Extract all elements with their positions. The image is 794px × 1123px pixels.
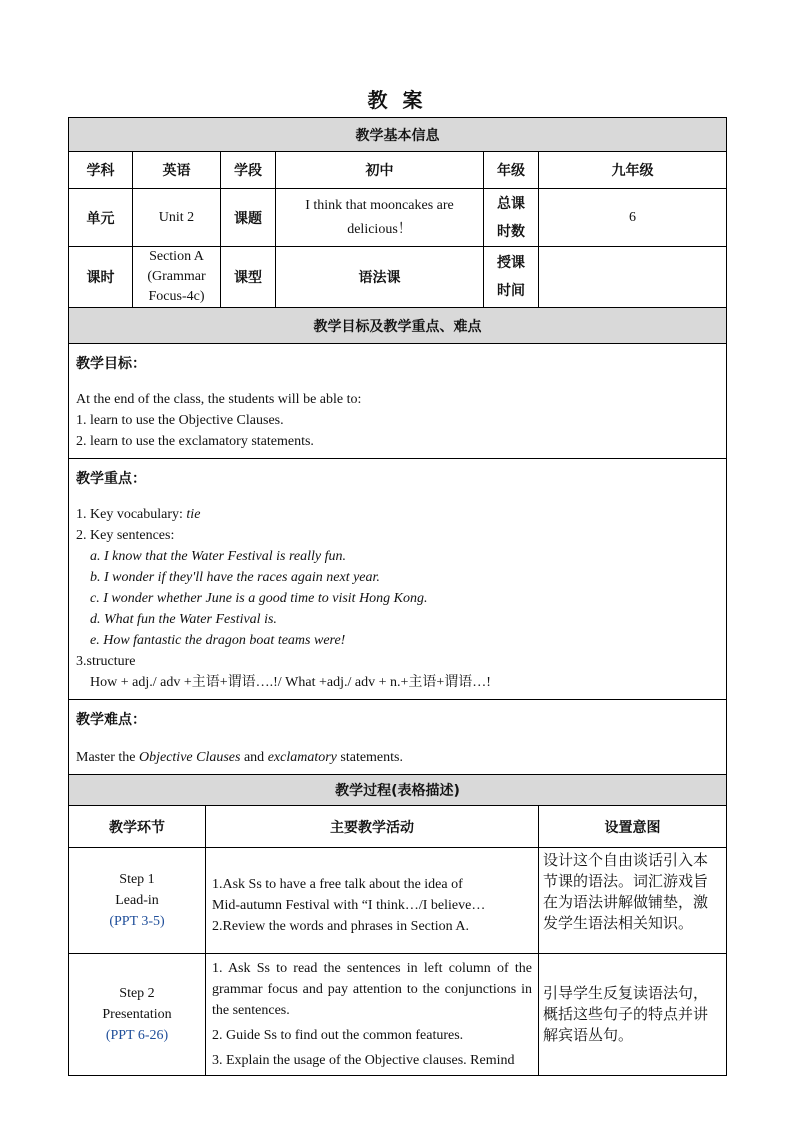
- key-sentences-label: 2. Key sentences:: [76, 528, 175, 543]
- process-col-activities: 主要教学活动: [206, 806, 539, 848]
- teach-time-label: 授课 时间: [484, 247, 539, 308]
- key-vocabulary: 1. Key vocabulary: tie: [76, 507, 201, 522]
- key-points-section: [69, 459, 727, 700]
- key-sentence: a. I know that the Water Festival is really fun.: [90, 549, 346, 564]
- period-label: 课时: [69, 247, 133, 308]
- period-value: Section A (Grammar Focus-4c): [133, 247, 221, 308]
- step-cell: [69, 848, 206, 954]
- unit-value: Unit 2: [133, 189, 221, 247]
- teach-time-value: [539, 247, 727, 308]
- step-activities: 1. Ask Ss to read the sentences in left column of the grammar focus and pay attention to the conjunctions in the sentences. 2. Guide Ss to find out the common features. 3. Explain the usage of the Objective clauses. Remind: [206, 954, 539, 1076]
- difficulties-title: 教学难点：: [76, 712, 146, 728]
- structure-label: 3.structure: [76, 654, 136, 669]
- key-sentence: d. What fun the Water Festival is.: [90, 612, 277, 627]
- unit-label: 单元: [69, 189, 133, 247]
- key-sentence: b. I wonder if they'll have the races again next year.: [90, 570, 380, 585]
- grade-label: 年级: [484, 152, 539, 189]
- difficulties-section: [69, 700, 727, 775]
- key-sentence: c. I wonder whether June is a good time to visit Hong Kong.: [90, 591, 428, 606]
- objective-line: 1. learn to use the Objective Clauses.: [76, 413, 284, 428]
- basic-info-header: 教学基本信息: [69, 118, 727, 152]
- key-points-title: 教学重点：: [76, 471, 146, 487]
- objective-line: At the end of the class, the students will be able to:: [76, 392, 362, 407]
- process-col-stage: 教学环节: [69, 806, 206, 848]
- stage-value: 初中: [276, 152, 484, 189]
- topic-value: I think that mooncakes are delicious！: [276, 189, 484, 247]
- page-title: 教 案: [367, 88, 427, 112]
- subject-label: 学科: [69, 152, 133, 189]
- step-cell: [69, 954, 206, 1076]
- step-ppt: (PPT 6-26): [105, 1028, 169, 1043]
- grade-value: 九年级: [539, 152, 727, 189]
- step-ppt: (PPT 3-5): [109, 914, 165, 929]
- process-col-intent: 设置意图: [539, 806, 727, 848]
- step-sub: Presentation: [102, 1007, 172, 1022]
- total-hours-value: 6: [539, 189, 727, 247]
- difficulty-text: Master the Objective Clauses and exclamatory statements.: [76, 750, 403, 765]
- step-intent: 设计这个自由谈话引入本节课的语法。词汇游戏旨在为语法讲解做铺垫，激发学生语法相关知识。: [539, 848, 727, 954]
- objective-line: 2. learn to use the exclamatory statements.: [76, 434, 314, 449]
- step-intent: 引导学生反复读语法句，概括这些句子的特点并讲解宾语丛句。: [539, 954, 727, 1076]
- structure-pattern: How + adj./ adv +主语+谓语….!/ What +adj./ adv + n.+主语+谓语…!: [90, 675, 491, 690]
- process-header: 教学过程(表格描述): [69, 775, 727, 806]
- stage-label: 学段: [221, 152, 276, 189]
- step-activities: 1.Ask Ss to have a free talk about the idea of Mid-autumn Festival with “I think…/I believe… 2.Review the words and phrases in Section A.: [206, 848, 539, 954]
- topic-label: 课题: [221, 189, 276, 247]
- type-value: 语法课: [276, 247, 484, 308]
- key-sentence: e. How fantastic the dragon boat teams were!: [90, 633, 346, 648]
- step-name: Step 1: [119, 872, 155, 887]
- goals-header: 教学目标及教学重点、难点: [69, 308, 727, 344]
- step-name: Step 2: [119, 986, 155, 1001]
- lesson-plan-table: [68, 117, 727, 1076]
- objectives-title: 教学目标：: [76, 356, 146, 372]
- objectives-section: [69, 344, 727, 459]
- type-label: 课型: [221, 247, 276, 308]
- total-hours-label: 总课 时数: [484, 189, 539, 247]
- step-sub: Lead-in: [115, 893, 159, 908]
- subject-value: 英语: [133, 152, 221, 189]
